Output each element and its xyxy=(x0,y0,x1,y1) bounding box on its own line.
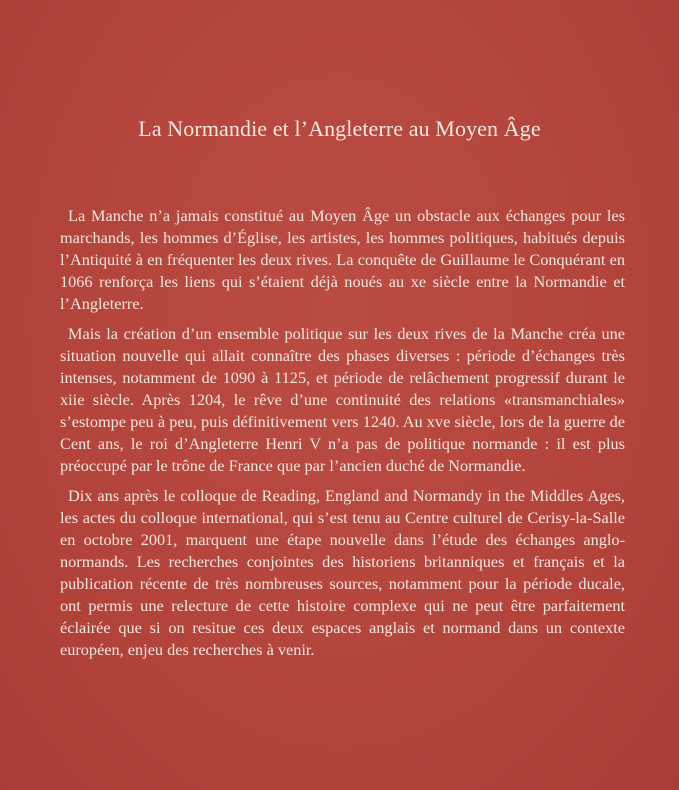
paragraph-1: La Manche n’a jamais constitué au Moyen Âge un obstacle aux échanges pour les marchands, les hommes d’Église, les artistes, les hommes politiques, habitués depuis l’Antiquité à en fréquenter les deux rives. La conquête de Guillaume le Conquérant en 1066 renforça les liens qui s’étaient déjà noués au xe siècle entre la Normandie et l’Angleterre. xyxy=(60,206,625,313)
page-title: La Normandie et l’Angleterre au Moyen Âge xyxy=(138,116,541,141)
paragraph-2: Mais la création d’un ensemble politique sur les deux rives de la Manche créa une situation nouvelle qui allait connaître des phases diverses : période d’échanges très intenses, notamment de 1090 à 1125, et période de relâchement progressif durant le xiie siècle. Après 1204, le rêve d’une continuité des relations «transmanchiales» s’estompe peu à peu, puis définitivement vers 1240. Au xve siècle, lors de la guerre de Cent ans, le roi d’Angleterre Henri V n’a pas de politique normande : il est plus préoccupé par le trône de France que par l’ancien duché de Normandie. xyxy=(60,324,625,475)
blurb-text xyxy=(60,205,625,661)
paragraph-3: Dix ans après le colloque de Reading, England and Normandy in the Middles Ages, les actes du colloque international, qui s’est tenu au Centre culturel de Cerisy-la-Salle en octobre 2001, marquent une étape nouvelle dans l’étude des échanges anglo-normands. Les recherches conjointes des historiens britanniques et français et la publication récente de très nombreuses sources, notamment pour la période ducale, ont permis une relecture de cette histoire complexe qui ne peut être parfaitement éclairée que si on resitue ces deux espaces anglais et normand dans un contexte européen, enjeu des recherches à venir. xyxy=(60,486,625,659)
